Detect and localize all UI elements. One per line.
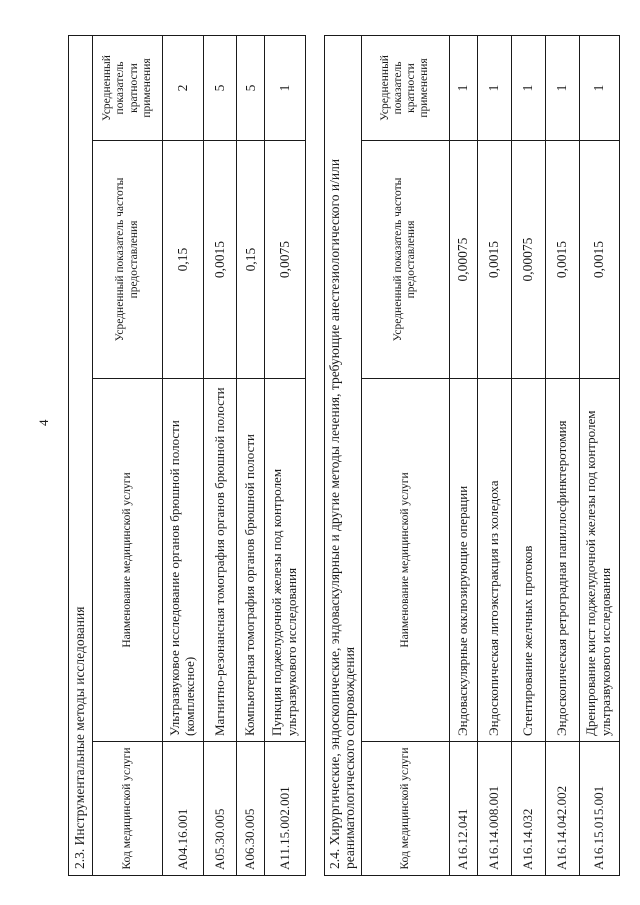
frequency-value: 0,15: [163, 141, 204, 379]
frequency-value: 0,0015: [477, 141, 511, 379]
multiplicity-value: 1: [545, 35, 579, 140]
frequency-value: 0,00075: [511, 141, 545, 379]
service-name: Стентирование желчных протоков: [511, 379, 545, 742]
service-name: Эндоваскулярные окклюзирующие операции: [449, 379, 477, 742]
table-row: [204, 35, 237, 875]
table-row: [265, 35, 306, 875]
table-row: [579, 35, 619, 875]
frequency-value: 0,0015: [579, 141, 619, 379]
service-name: Дренирование кист поджелудочной железы под контролем ультразвукового исследования: [579, 379, 619, 742]
frequency-value: 0,0075: [265, 141, 306, 379]
table-row: [163, 35, 204, 875]
table-row: [449, 35, 477, 875]
table-row: [545, 35, 579, 875]
multiplicity-value: 1: [449, 35, 477, 140]
surgical-methods-table: [324, 35, 620, 876]
service-name: Ультразвуковое исследование органов брюшной полости (комплексное): [163, 379, 204, 742]
service-code: A16.12.041: [449, 742, 477, 876]
section-surgical-methods: [324, 35, 620, 876]
frequency-value: 0,0015: [545, 141, 579, 379]
column-header-code: Код медицинской услуги: [93, 742, 163, 876]
column-header-frequency: Усредненный показатель частоты предоставления: [93, 141, 163, 379]
multiplicity-value: 1: [511, 35, 545, 140]
multiplicity-value: 1: [477, 35, 511, 140]
table-row: [237, 35, 265, 875]
service-code: A16.14.032: [511, 742, 545, 876]
column-header-frequency: Усредненный показатель частоты предоставления: [361, 141, 449, 379]
multiplicity-value: 1: [265, 35, 306, 140]
frequency-value: 0,15: [237, 141, 265, 379]
multiplicity-value: 2: [163, 35, 204, 140]
service-code: A16.15.015.001: [579, 742, 619, 876]
service-code: A04.16.001: [163, 742, 204, 876]
service-code: A16.14.042.002: [545, 742, 579, 876]
column-header-name: Наименование медицинской услуги: [93, 379, 163, 742]
service-name: Эндоскопическая литоэкстракция из холедоха: [477, 379, 511, 742]
multiplicity-value: 5: [237, 35, 265, 140]
service-code: A16.14.008.001: [477, 742, 511, 876]
service-name: Компьютерная томография органов брюшной полости: [237, 379, 265, 742]
column-header-multiplicity: Усредненный показатель кратности применения: [361, 35, 449, 140]
column-header-code: Код медицинской услуги: [361, 742, 449, 876]
page-number: 4: [36, 419, 51, 426]
column-header-multiplicity: Усредненный показатель кратности применения: [93, 35, 163, 140]
section-instrumental-methods: [68, 35, 306, 876]
section-title: 2.3. Инструментальные методы исследования: [69, 35, 93, 875]
frequency-value: 0,00075: [449, 141, 477, 379]
table-row: [477, 35, 511, 875]
column-header-name: Наименование медицинской услуги: [361, 379, 449, 742]
service-code: A11.15.002.001: [265, 742, 306, 876]
frequency-value: 0,0015: [204, 141, 237, 379]
service-code: A06.30.005: [237, 742, 265, 876]
service-name: Магнитно-резонансная томография органов брюшной полости: [204, 379, 237, 742]
table-row: [511, 35, 545, 875]
multiplicity-value: 1: [579, 35, 619, 140]
multiplicity-value: 5: [204, 35, 237, 140]
service-code: A05.30.005: [204, 742, 237, 876]
section-title: 2.4. Хирургические, эндоскопические, эндоваскулярные и другие методы лечения, требующие анестезиологического и/или реаниматологического сопровождения: [325, 35, 362, 875]
instrumental-methods-table: [68, 35, 306, 876]
service-name: Пункция поджелудочной железы под контролем ультразвукового исследования: [265, 379, 306, 742]
service-name: Эндоскопическая ретроградная папиллосфинктеротомия: [545, 379, 579, 742]
